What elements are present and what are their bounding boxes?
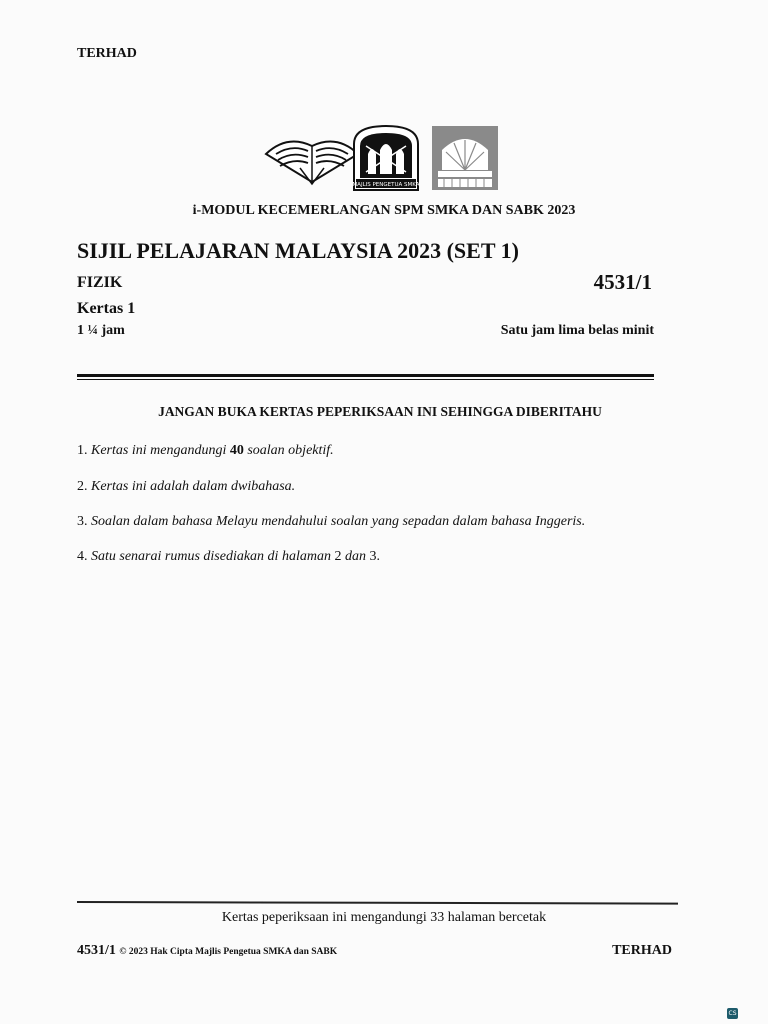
open-book-logo <box>262 124 502 194</box>
exam-warning: JANGAN BUKA KERTAS PEPERIKSAAN INI SEHINGGA DIBERITAHU <box>158 404 602 419</box>
duration-short: 1 ¼ jam <box>77 323 125 338</box>
header-classification: TERHAD <box>77 46 137 61</box>
svg-text:MAJLIS PENGETUA SMKA: MAJLIS PENGETUA SMKA <box>352 182 420 188</box>
footer-classification: TERHAD <box>612 943 672 958</box>
duration-long: Satu jam lima belas minit <box>500 323 654 338</box>
instruction-item: 2. Kertas ini adalah dalam dwibahasa. <box>77 479 296 494</box>
instruction-item: 3. Soalan dalam bahasa Melayu mendahului soalan yang sepadan dalam bahasa Inggeris. <box>77 514 586 529</box>
council-logo <box>352 126 419 190</box>
instruction-item: 4. Satu senarai rumus disediakan di halaman 2 dan 3. <box>77 549 380 564</box>
instruction-item: 1. Kertas ini mengandungi 40 soalan objektif. <box>77 443 334 458</box>
subject-name: FIZIK <box>77 274 123 291</box>
arch-logo <box>432 126 498 190</box>
header-divider <box>77 374 654 377</box>
footer-code: 4531/1 © 2023 Hak Cipta Majlis Pengetua SMKA dan SABK <box>77 943 338 958</box>
header-divider-thin <box>77 379 654 380</box>
subject-code: 4531/1 <box>593 270 652 294</box>
scanner-badge: CS <box>728 1010 737 1017</box>
module-title: i-MODUL KECEMERLANGAN SPM SMKA DAN SABK 2023 <box>192 203 576 218</box>
logo-group <box>262 124 502 194</box>
footer-divider <box>77 901 678 905</box>
exam-title: SIJIL PELAJARAN MALAYSIA 2023 (SET 1) <box>77 238 519 263</box>
paper-number: Kertas 1 <box>77 300 136 317</box>
copyright-notice: © 2023 Hak Cipta Majlis Pengetua SMKA dan SABK <box>119 947 338 957</box>
page-count-note: Kertas peperiksaan ini mengandungi 33 halaman bercetak <box>221 910 547 925</box>
